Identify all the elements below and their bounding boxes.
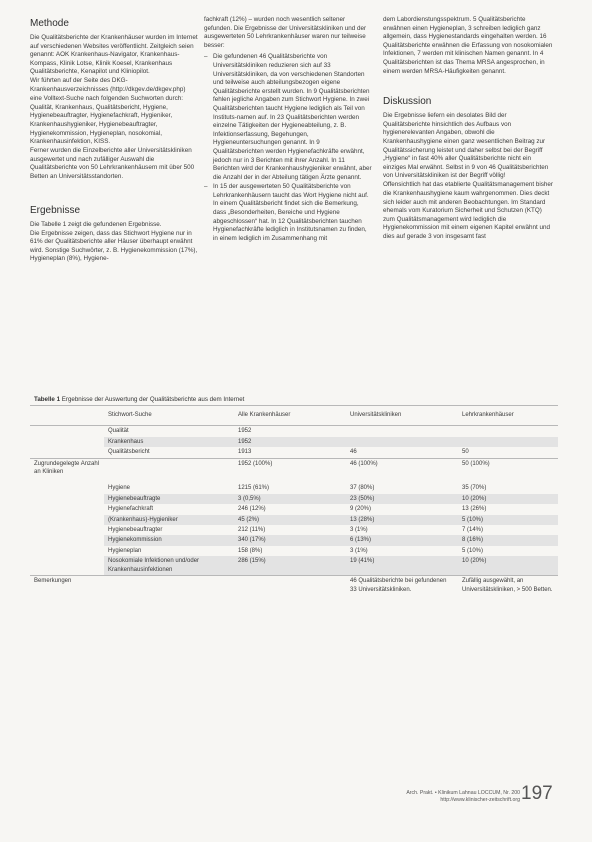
row-label: Qualität bbox=[108, 428, 129, 435]
paragraph: Die Ergebnisse zeigen, dass das Stichwort Hygiene nur in 61% der Qualitätsberichte aller Häuser überhaupt erwähnt wird. Sonstige Suchwörter, z. B. Hygienekommission (17%), Hygieneplan (8%), Hygiene- bbox=[30, 229, 198, 263]
text-column-left bbox=[30, 18, 198, 265]
heading-ergebnisse: Ergebnisse bbox=[30, 204, 81, 216]
cell: 35 (70%) bbox=[462, 485, 487, 492]
cell: 19 (41%) bbox=[346, 556, 458, 575]
cell: 50 (100%) bbox=[458, 458, 558, 477]
results-table bbox=[30, 395, 558, 595]
cell: 10 (20%) bbox=[458, 556, 558, 575]
page-number: 197 bbox=[521, 783, 553, 804]
table-row bbox=[30, 515, 558, 525]
cell: 46 bbox=[350, 449, 357, 456]
paragraph: Die Tabelle 1 zeigt die gefundenen Ergebnisse. bbox=[30, 220, 162, 228]
cell bbox=[346, 437, 458, 447]
cell: 8 (16%) bbox=[458, 535, 558, 545]
table-row bbox=[30, 556, 558, 575]
table-row bbox=[30, 525, 558, 535]
row-label: Bemerkungen bbox=[30, 576, 104, 595]
cell: 158 (8%) bbox=[238, 547, 263, 554]
cell bbox=[234, 576, 346, 595]
cell bbox=[458, 426, 558, 437]
journal-url: http://www.klinischer-zeitschrift.org bbox=[440, 797, 520, 803]
table-header-row bbox=[30, 406, 558, 426]
paragraph: Qualität, Krankenhaus, Qualitätsbericht, Hygiene, Hygienebeauftragter, Hygienefachkraft, Hygieniker, Krankenhaushygieniker, Hygienebeauftragter, Hygienekommission, Hygieneplan, nosokomial, Krankenhausinfektion, KISS. bbox=[30, 103, 173, 146]
row-label: Qualitätsbericht bbox=[108, 449, 150, 456]
row-label: Hygiene bbox=[108, 485, 131, 492]
row-label: Hygienekommission bbox=[104, 535, 234, 545]
table-row bbox=[30, 494, 558, 504]
row-label: Hygienebeauftragter bbox=[108, 527, 163, 534]
paragraph: Die Ergebnisse liefern ein desolates Bild der Qualitätsberichte hinsichtlich des Aufbaus von hygienerelevanten Angaben, obwohl die Krankenhaushygiene einen ganz wesentlichen Beitrag zur Qualitätssicherung leistet und daher selbst bei der Begriff „Hygiene“ in fast 40% aller Qualitätsberichte nicht ein einziges Mal erwähnt. Selbst in 9 von 46 Qualitätsberichten von Universitätskliniken ist der Begriff völlig! bbox=[383, 112, 549, 180]
cell: 45 (2%) bbox=[234, 515, 346, 525]
paragraph: fachkraft (12%) – wurden noch wesentlich seltener gefunden. Die Ergebnisse der Universitätskliniken und der ausgewerteten 50 Lehrkrankenhäuser waren nur teilweise besser: bbox=[204, 16, 367, 49]
cell: 286 (15%) bbox=[234, 556, 346, 575]
column-header: Universitätskliniken bbox=[346, 406, 458, 426]
text-column-middle bbox=[204, 16, 372, 244]
list-item: – In 15 der ausgewerteten 50 Qualitätsberichte von Lehrkrankenhäusern taucht das Wort Hygiene nicht auf. In einem Qualitätsbericht findet sich die Bemerkung, dass „Besonderheiten, Bereiche und Hygiene abgeschlossen“ hat. In 12 Qualitätsberichten tauchen Hygienefachkräfte lediglich in Institutsnamen zu finden, in einem lediglich im Zusammenhang mit bbox=[204, 183, 372, 243]
cell: 37 (80%) bbox=[350, 485, 375, 492]
cell: 5 (10%) bbox=[458, 515, 558, 525]
cell: 10 (20%) bbox=[458, 494, 558, 504]
cell: 1913 bbox=[238, 449, 252, 456]
cell: 5 (10%) bbox=[462, 547, 484, 554]
table-row bbox=[30, 437, 558, 447]
table-row bbox=[30, 426, 558, 437]
cell: 46 (100%) bbox=[346, 458, 458, 477]
journal-citation: Arch. Prakt. • Klinikum Lahnau LOCCUM, Nr. 200 bbox=[406, 790, 520, 796]
table-row bbox=[30, 483, 558, 493]
cell: 1952 (100%) bbox=[234, 458, 346, 477]
column-header: Lehrkrankenhäuser bbox=[458, 406, 558, 426]
bullet-list bbox=[204, 53, 372, 243]
table-row bbox=[30, 447, 558, 458]
cell: 3 (1%) bbox=[350, 527, 368, 534]
page-footer bbox=[330, 790, 520, 804]
cell: 46 Qualitätsberichte bei gefundenen 33 Universitätskliniken. bbox=[346, 576, 458, 595]
column-header: Stichwort-Suche bbox=[104, 406, 234, 426]
cell: 212 (11%) bbox=[238, 527, 266, 534]
table-caption-text: Ergebnisse der Auswertung der Qualitätsberichte aus dem Internet bbox=[61, 396, 245, 403]
cell: 13 (28%) bbox=[346, 515, 458, 525]
row-label: (Krankenhaus)-Hygieniker bbox=[104, 515, 234, 525]
heading-methode: Methode bbox=[30, 18, 69, 29]
paragraph: Offensichtlich hat das etablierte Qualitätsmanagement bisher die Krankenhaushygiene kaum wahrgenommen. Dies deckt sich leider auch mit anderen Beobachtungen. Im Standard ehemals vom Kuratorium Sicherheit und Schutzen (KTQ) zum Qualitätsmanagement wird lediglich die Hygienekommission mit einem eigenen Kapitel erwähnt und dies auf gerade 3 von insgesamt fast bbox=[383, 181, 553, 240]
row-label: Zugrundegelegte Anzahl an Kliniken bbox=[30, 458, 104, 477]
table-row bbox=[30, 546, 558, 556]
cell: 50 bbox=[462, 449, 469, 456]
table bbox=[30, 406, 558, 595]
cell: 23 (50%) bbox=[346, 494, 458, 504]
row-label: Hygieneplan bbox=[108, 547, 142, 554]
table-row-remarks bbox=[30, 576, 558, 595]
cell: 6 (13%) bbox=[346, 535, 458, 545]
paragraph: Die Qualitätsberichte der Krankenhäuser wurden im Internet auf verschiedenen Websites veröffentlicht. Zeitgleich seien genannt: AOK Krankenhaus-Navigator, Krankenhaus-Kompass, Klinik Lotse, Klinik Koesel, Krankenhaus Qualitätsberichte, Kenapilot und Kliniopilot. bbox=[30, 34, 198, 76]
paragraph: Ferner wurden die Einzelberichte aller Universitätskliniken ausgewertet und nach zufälliger Auswahl die Qualitätsberichte von 50 Lehrkrankenhäusern mit über 500 Betten an Universitätsstandorten. bbox=[30, 147, 195, 180]
cell: Zufällig ausgewählt, an Universitätskliniken, > 500 Betten. bbox=[458, 576, 558, 595]
cell bbox=[346, 426, 458, 437]
cell: 1952 bbox=[238, 428, 252, 435]
cell: 1215 (61%) bbox=[238, 485, 270, 492]
cell: 7 (14%) bbox=[462, 527, 484, 534]
row-label: Hygienefachkraft bbox=[108, 506, 154, 513]
table-row-base bbox=[30, 458, 558, 477]
cell: 9 (20%) bbox=[350, 506, 372, 513]
cell: 3 (0,5%) bbox=[234, 494, 346, 504]
cell bbox=[458, 437, 558, 447]
paragraph: dem Labordienstungsspektrum. 5 Qualitätsberichte erwähnen einen Hygieneplan, 3 schreiben lediglich ganz allgemein, dass Hygienestandards eingehalten werden. 16 Qualitätsberichte erwähnen die Erfassung von nosokomialen Infektionen, 7 werden mit klinischen Namen genannt. In 4 Qualitätsberichten ist das Thema MRSA angesprochen, in einem werden MRSA-Häufigkeiten genannt. bbox=[383, 16, 553, 75]
cell: 1952 bbox=[234, 437, 346, 447]
row-label: Nosokomiale Infektionen und/oder Krankenhausinfektionen bbox=[104, 556, 234, 575]
table-row bbox=[30, 535, 558, 545]
cell: 246 (12%) bbox=[238, 506, 266, 513]
heading-diskussion: Diskussion bbox=[383, 96, 432, 108]
cell: 3 (1%) bbox=[350, 547, 368, 554]
column-header: Alle Krankenhäuser bbox=[234, 406, 346, 426]
table-row bbox=[30, 504, 558, 514]
list-item: – Die gefundenen 46 Qualitätsberichte von Universitätskliniken reduzieren sich auf 33 Universitätskliniken, da von verschiedenen Standorten und teilweise auch abteilungsbezogen eigene Qualitätsberichte erstellt wurden. In 9 Qualitätsberichten fehlen jegliche Angaben zum Stichwort Hygiene. In zwei Qualitätsberichten taucht Hygiene lediglich als Teil von Instituts-namen auf. In 23 Qualitätsberichten werden einzelne Tätigkeiten der Hygieneabteilung, z. B. Infektionserfassung, Begehungen, Hygieneuntersuchungen genannt. In 9 Qualitätsberichten werden Hygienefachkräfte erwähnt, jedoch nur in 3 Berichten mit ihrer Anzahl. In 11 Berichten wird der Krankenhaushygieniker erwähnt, aber die Anzahl der in der Abteilung tätigen Ärzte genannt. bbox=[204, 53, 372, 182]
text-column-right bbox=[383, 16, 553, 242]
table-caption-label: Tabelle 1 bbox=[34, 396, 61, 403]
cell: 13 (26%) bbox=[462, 506, 487, 513]
row-label: Hygienebeauftragte bbox=[104, 494, 234, 504]
cell: 340 (17%) bbox=[234, 535, 346, 545]
table-caption bbox=[30, 395, 558, 406]
paragraph: Wir führten auf der Seite des DKG-Krankenhausverzeichnisses (http://dkgev.de/dkgev.php) eine Volltext-Suche nach folgenden Suchworten durch: bbox=[30, 77, 186, 102]
row-label: Krankenhaus bbox=[104, 437, 234, 447]
